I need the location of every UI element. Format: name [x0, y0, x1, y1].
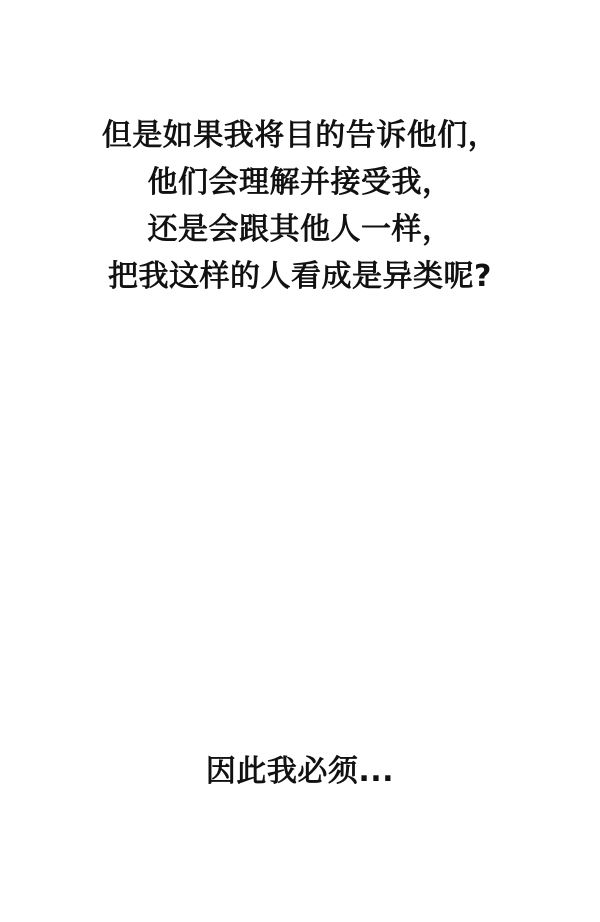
- monologue-text-block: [0, 112, 600, 300]
- monologue-line: 但是如果我将目的告诉他们，: [101, 118, 499, 153]
- monologue-line: 他们会理解并接受我，: [147, 165, 453, 200]
- closing-text-block: [0, 750, 600, 794]
- monologue-line: 还是会跟其他人一样，: [147, 212, 453, 247]
- closing-line: 因此我必须...: [205, 754, 395, 789]
- monologue-line: 把我这样的人看成是异类呢?: [108, 259, 492, 294]
